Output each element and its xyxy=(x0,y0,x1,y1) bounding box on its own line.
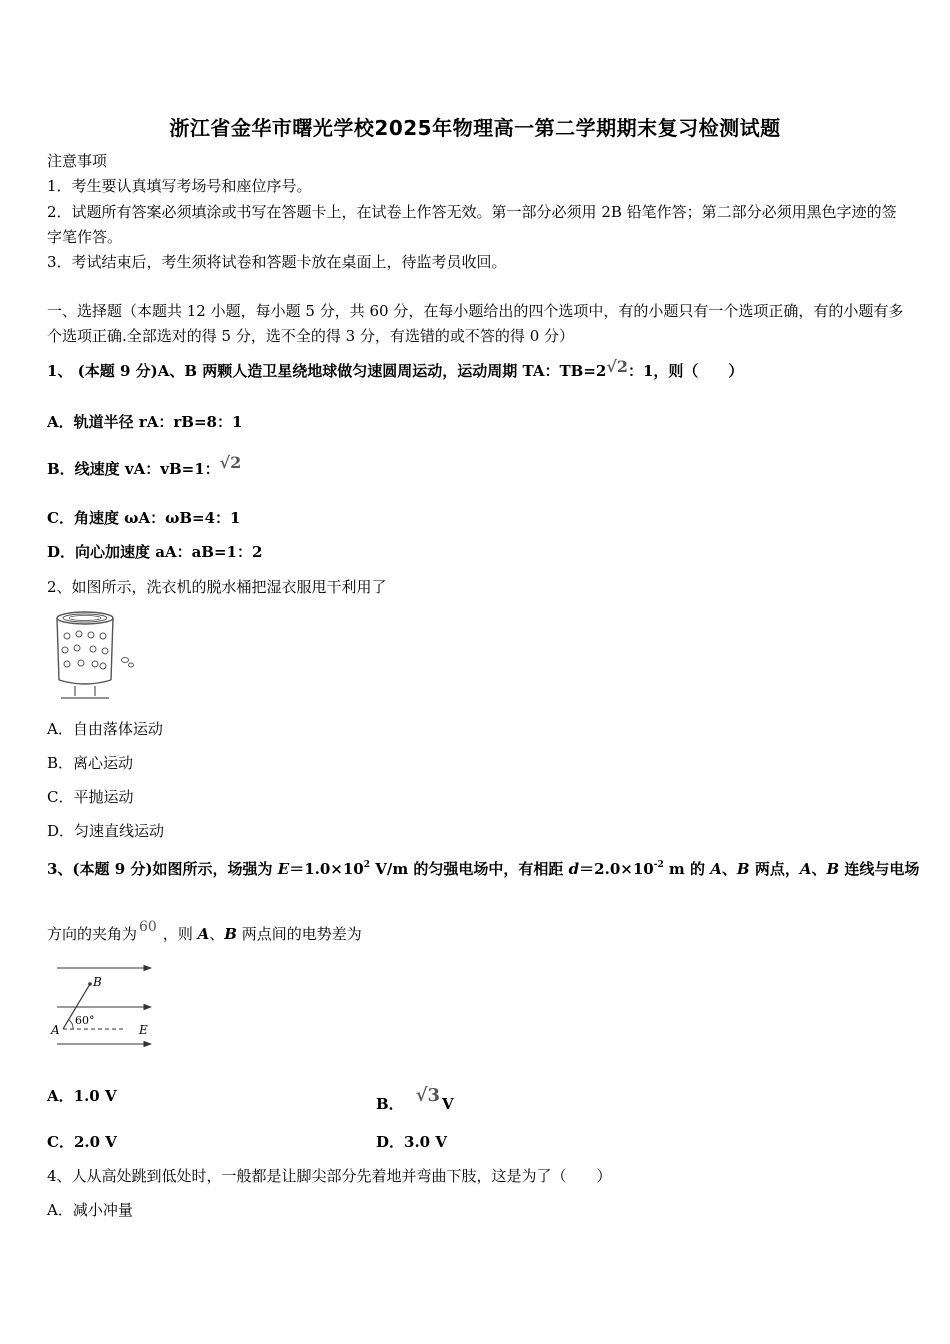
question-1-option-d: D．向心加速度 aA：aB=1：2 xyxy=(47,543,263,561)
spin-dryer-drum-figure xyxy=(45,608,140,703)
question-1-option-b: B．线速度 vA：vB=1：√2 xyxy=(47,453,242,478)
question-1-stem: 1、 (本题 9 分)A、B 两颗人造卫星绕地球做匀速圆周运动，运动周期 TA：TB=2√2：1，则（ ） xyxy=(47,357,744,380)
question-2-option-b: B．离心运动 xyxy=(47,754,134,772)
electric-field-figure xyxy=(45,958,160,1053)
question-3-option-a: A．1.0 V xyxy=(47,1087,117,1105)
notice-item-2: 2．试题所有答案必须填涂或书写在答题卡上，在试卷上作答无效。第一部分必须用 2B 铅笔作答；第二部分必须用黑色字迹的签字笔作答。 xyxy=(47,203,897,246)
figure-label-b: B xyxy=(93,975,102,989)
sqrt-2-formula: √2 xyxy=(606,357,628,376)
question-1-option-a: A．轨道半径 rA：rB=8：1 xyxy=(47,413,243,431)
question-3-stem-line-2: 方向的夹角为 60 ，则 A、B 两点间的电势差为 xyxy=(47,919,362,943)
question-2-option-a: A．自由落体运动 xyxy=(47,720,163,738)
page-title: 浙江省金华市曙光学校2025年物理高一第二学期期末复习检测试题 xyxy=(169,116,781,140)
sqrt-3-formula: √3 xyxy=(415,1085,441,1106)
notice-item-1: 1．考生要认真填写考场号和座位序号。 xyxy=(47,177,312,195)
question-4-stem: 4、人从高处跳到低处时，一般都是让脚尖部分先着地并弯曲下肢，这是为了（ ） xyxy=(47,1167,612,1185)
notice-heading: 注意事项 xyxy=(47,152,108,170)
figure-label-a: A xyxy=(51,1023,60,1037)
question-3-option-d: D．3.0 V xyxy=(376,1133,447,1151)
question-2-stem: 2、如图所示，洗衣机的脱水桶把湿衣服甩干利用了 xyxy=(47,578,387,596)
question-4-option-a: A．减小冲量 xyxy=(47,1201,133,1219)
figure-label-angle: 60° xyxy=(75,1014,95,1027)
question-3-option-b: B． √3 V xyxy=(376,1085,454,1113)
angle-60-formula: 60 xyxy=(139,919,157,935)
question-3-option-c: C．2.0 V xyxy=(47,1133,117,1151)
question-3-stem: 3、(本题 9 分)如图所示，场强为 $E=1.0\times 10^2$ V/m 的匀强电场中，有相距 $d=2.0\times 10^{-2}$ m 的 A、B 两点，A、B 连线与电场 xyxy=(47,860,920,878)
section-heading: 一、选择题（本题共 12 小题，每小题 5 分，共 60 分，在每小题给出的四个选项中，有的小题只有一个选项正确，有的小题有多个选项正确.全部选对的得 5 分，选不全的得 3 分，有选错的或不答的得 0 分） xyxy=(47,302,904,345)
sqrt-2-formula: √2 xyxy=(219,453,242,472)
question-2-option-c: C．平抛运动 xyxy=(47,788,134,806)
figure-label-e: E xyxy=(139,1023,148,1037)
question-2-option-d: D．匀速直线运动 xyxy=(47,822,165,840)
question-1-option-c: C．角速度 ωA：ωB=4：1 xyxy=(47,509,241,527)
notice-item-3: 3．考试结束后，考生须将试卷和答题卡放在桌面上，待监考员收回。 xyxy=(47,253,507,271)
